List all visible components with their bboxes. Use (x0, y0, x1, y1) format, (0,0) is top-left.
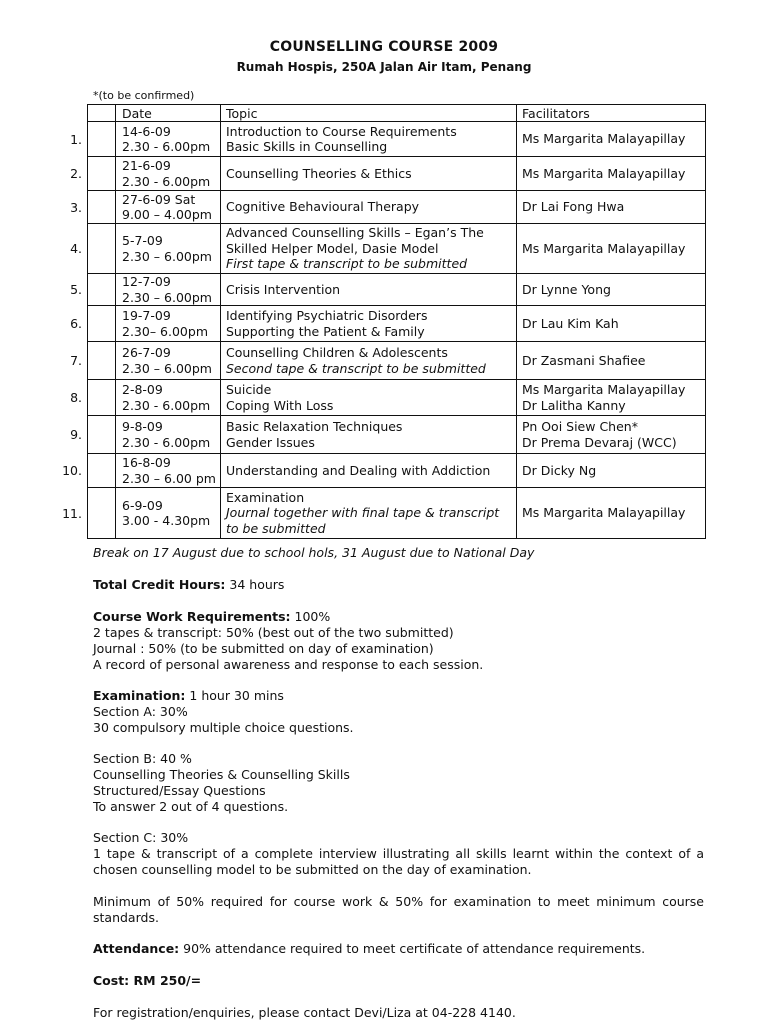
topic-cell-line: Skilled Helper Model, Dasie Model (226, 240, 439, 256)
section-b-line: To answer 2 out of 4 questions. (93, 799, 289, 814)
header-facilitators: Facilitators (517, 105, 706, 122)
date-cell-line: 3.00 - 4.30pm (122, 513, 211, 528)
date-cell (116, 191, 221, 224)
tbc-note: *(to be confirmed) (93, 89, 195, 102)
schedule-table (87, 104, 706, 539)
section-b-title: Section B: 40 % (93, 751, 192, 766)
table-row (88, 122, 706, 157)
date-cell (116, 157, 221, 191)
break-note (93, 545, 704, 561)
topic-cell-line: First tape & transcript to be submitted (226, 256, 468, 272)
facilitator-cell-line: Dr Lynne Yong (522, 281, 611, 297)
page-title: COUNSELLING COURSE 2009 (269, 39, 499, 55)
section-c (93, 830, 704, 878)
topic-cell-line: Counselling Theories & Ethics (226, 165, 412, 181)
section-b-line: Structured/Essay Questions (93, 783, 266, 798)
topic-cell-line: Supporting the Patient & Family (226, 323, 425, 339)
table-row (88, 224, 706, 274)
topic-cell-line: Examination (226, 489, 305, 505)
date-cell-line: 9-8-09 (122, 419, 163, 434)
facilitator-cell (517, 274, 706, 306)
facilitator-cell-line: Pn Ooi Siew Chen* (522, 419, 638, 434)
page-subtitle: Rumah Hospis, 250A Jalan Air Itam, Penang (236, 60, 532, 74)
attendance-label: Attendance: (93, 941, 180, 956)
registration (93, 1005, 704, 1021)
section-a-title: Section A: 30% (93, 704, 188, 719)
table-row (88, 191, 706, 224)
header-blank-cell (88, 105, 116, 122)
topic-cell-line: Counselling Children & Adolescents (226, 345, 448, 360)
date-cell-line: 14-6-09 (122, 123, 171, 139)
coursework-line: Journal : 50% (to be submitted on day of examination) (93, 641, 434, 656)
facilitator-cell-line: Ms Margarita Malayapillay (522, 131, 686, 147)
topic-cell (221, 122, 517, 157)
date-cell-line: 9.00 – 4.00pm (122, 207, 212, 222)
table-row (88, 157, 706, 191)
credit-value: 34 hours (225, 577, 285, 592)
table-row (88, 488, 706, 539)
topic-cell-line: Journal together with final tape & transcript (226, 505, 500, 521)
topic-cell-line: Gender Issues (226, 434, 315, 450)
coursework-label: Course Work Requirements: (93, 609, 291, 624)
row-number: 11. (62, 505, 82, 521)
date-cell-line: 2.30 - 6.00pm (122, 173, 211, 189)
facilitator-cell (517, 306, 706, 342)
number-cell (88, 224, 116, 274)
coursework-line: 2 tapes & transcript: 50% (best out of the two submitted) (93, 625, 454, 640)
date-cell (116, 306, 221, 342)
facilitator-cell (517, 380, 706, 416)
date-cell-line: 27-6-09 Sat (122, 191, 196, 207)
date-cell-line: 2.30– 6.00pm (122, 323, 208, 339)
topic-cell (221, 380, 517, 416)
exam-section (93, 688, 704, 736)
facilitator-cell-line: Ms Margarita Malayapillay (522, 505, 686, 521)
facilitator-cell-line: Dr Dicky Ng (522, 462, 597, 478)
header-date: Date (116, 105, 221, 122)
date-cell (116, 342, 221, 380)
attendance-value: 90% attendance required to meet certificate of attendance requirements. (179, 941, 646, 956)
number-cell (88, 454, 116, 488)
topic-cell-line: Cognitive Behavioural Therapy (226, 199, 420, 215)
topic-cell (221, 191, 517, 224)
facilitator-cell (517, 416, 706, 454)
table-row (88, 416, 706, 454)
topic-cell-line: Suicide (226, 382, 272, 397)
topic-cell (221, 488, 517, 539)
row-number: 3. (70, 199, 82, 215)
coursework-value: 100% (290, 609, 331, 624)
date-cell-line: 2.30 - 6.00pm (122, 434, 211, 450)
row-number: 1. (70, 131, 82, 147)
facilitator-cell (517, 191, 706, 224)
table-header-row (88, 105, 706, 122)
facilitator-cell-line: Dr Lai Fong Hwa (522, 199, 625, 215)
date-cell-line: 2.30 – 6.00 pm (122, 470, 216, 486)
topic-cell (221, 224, 517, 274)
date-cell-line: 26-7-09 (122, 345, 171, 360)
facilitator-cell (517, 488, 706, 539)
table-row (88, 454, 706, 488)
facilitator-cell (517, 122, 706, 157)
number-cell (88, 488, 116, 539)
facilitator-cell (517, 157, 706, 191)
number-cell (88, 157, 116, 191)
credit-hours (93, 577, 704, 593)
section-b-line: Counselling Theories & Counselling Skills (93, 767, 350, 782)
date-cell (116, 488, 221, 539)
section-c-title: Section C: 30% (93, 830, 189, 845)
date-cell-line: 21-6-09 (122, 158, 171, 173)
facilitator-cell-line: Dr Lalitha Kanny (522, 397, 626, 413)
row-number: 5. (70, 282, 82, 297)
section-a-line: 30 compulsory multiple choice questions. (93, 720, 354, 735)
facilitator-cell (517, 454, 706, 488)
facilitator-cell-line: Dr Lau Kim Kah (522, 315, 619, 331)
topic-cell-line: Understanding and Dealing with Addiction (226, 462, 491, 478)
number-cell (88, 191, 116, 224)
table-row (88, 380, 706, 416)
coursework-line: A record of personal awareness and response to each session. (93, 657, 484, 672)
date-cell (116, 274, 221, 306)
exam-label: Examination: (93, 688, 186, 703)
row-number: 6. (70, 316, 82, 331)
number-cell (88, 380, 116, 416)
coursework-section (93, 609, 704, 673)
topic-cell (221, 274, 517, 306)
date-cell (116, 454, 221, 488)
facilitator-cell-line: Ms Margarita Malayapillay (522, 382, 686, 397)
row-number: 7. (70, 353, 82, 368)
date-cell-line: 2.30 - 6.00pm (122, 397, 211, 413)
date-cell-line: 2-8-09 (122, 382, 163, 397)
date-cell-line: 2.30 - 6.00pm (122, 139, 211, 154)
date-cell (116, 224, 221, 274)
section-c-text: 1 tape & transcript of a complete interview illustrating all skills learnt within the context of a chosen counselling model to be submitted on the day of examination. (93, 846, 704, 877)
date-cell (116, 122, 221, 157)
facilitator-cell (517, 224, 706, 274)
number-cell (88, 122, 116, 157)
topic-cell (221, 416, 517, 454)
topic-cell (221, 157, 517, 191)
break-note-text: Break on 17 August due to school hols, 31 August due to National Day (93, 545, 535, 560)
row-number: 10. (62, 463, 82, 478)
date-cell (116, 380, 221, 416)
row-number: 9. (70, 427, 82, 442)
attendance (93, 941, 704, 957)
topic-cell (221, 306, 517, 342)
topic-cell-line: Advanced Counselling Skills – Egan’s The (226, 225, 484, 241)
number-cell (88, 306, 116, 342)
facilitator-cell (517, 342, 706, 380)
number-cell (88, 416, 116, 454)
row-number: 2. (70, 166, 82, 181)
header-topic: Topic (221, 105, 517, 122)
minimum-requirement (93, 894, 704, 926)
exam-value: 1 hour 30 mins (185, 688, 284, 703)
date-cell-line: 5-7-09 (122, 233, 163, 248)
date-cell-line: 2.30 – 6.00pm (122, 248, 212, 264)
table-row (88, 342, 706, 380)
topic-cell-line: Introduction to Course Requirements (226, 123, 457, 139)
date-cell-line: 6-9-09 (122, 497, 163, 513)
date-cell-line: 2.30 – 6.00pm (122, 360, 212, 376)
topic-cell-line: Coping With Loss (226, 397, 334, 413)
topic-cell-line: to be submitted (226, 520, 326, 536)
topic-cell (221, 342, 517, 380)
number-cell (88, 274, 116, 306)
topic-cell-line: Basic Relaxation Techniques (226, 419, 403, 434)
table-row (88, 274, 706, 306)
topic-cell (221, 454, 517, 488)
date-cell-line: 2.30 – 6.00pm (122, 289, 212, 305)
topic-cell-line: Second tape & transcript to be submitted (226, 360, 486, 376)
credit-label: Total Credit Hours: (93, 577, 226, 592)
date-cell (116, 416, 221, 454)
date-cell-line: 16-8-09 (122, 455, 171, 470)
cost-text: Cost: RM 250/= (93, 973, 202, 988)
row-number: 4. (70, 241, 82, 256)
cost (93, 973, 704, 989)
table-row (88, 306, 706, 342)
facilitator-cell-line: Dr Prema Devaraj (WCC) (522, 434, 677, 450)
minimum-text: Minimum of 50% required for course work & 50% for examination to meet minimum course standards. (93, 894, 704, 925)
facilitator-cell-line: Dr Zasmani Shafiee (522, 352, 646, 368)
date-cell-line: 12-7-09 (122, 274, 171, 289)
facilitator-cell-line: Ms Margarita Malayapillay (522, 240, 686, 256)
registration-text: For registration/enquiries, please contact Devi/Liza at 04-228 4140. (93, 1005, 516, 1020)
number-cell (88, 342, 116, 380)
facilitator-cell-line: Ms Margarita Malayapillay (522, 165, 686, 181)
date-cell-line: 19-7-09 (122, 308, 171, 323)
topic-cell-line: Crisis Intervention (226, 281, 341, 297)
topic-cell-line: Identifying Psychiatric Disorders (226, 308, 428, 323)
topic-cell-line: Basic Skills in Counselling (226, 139, 388, 154)
section-b (93, 751, 704, 815)
row-number: 8. (70, 390, 82, 405)
